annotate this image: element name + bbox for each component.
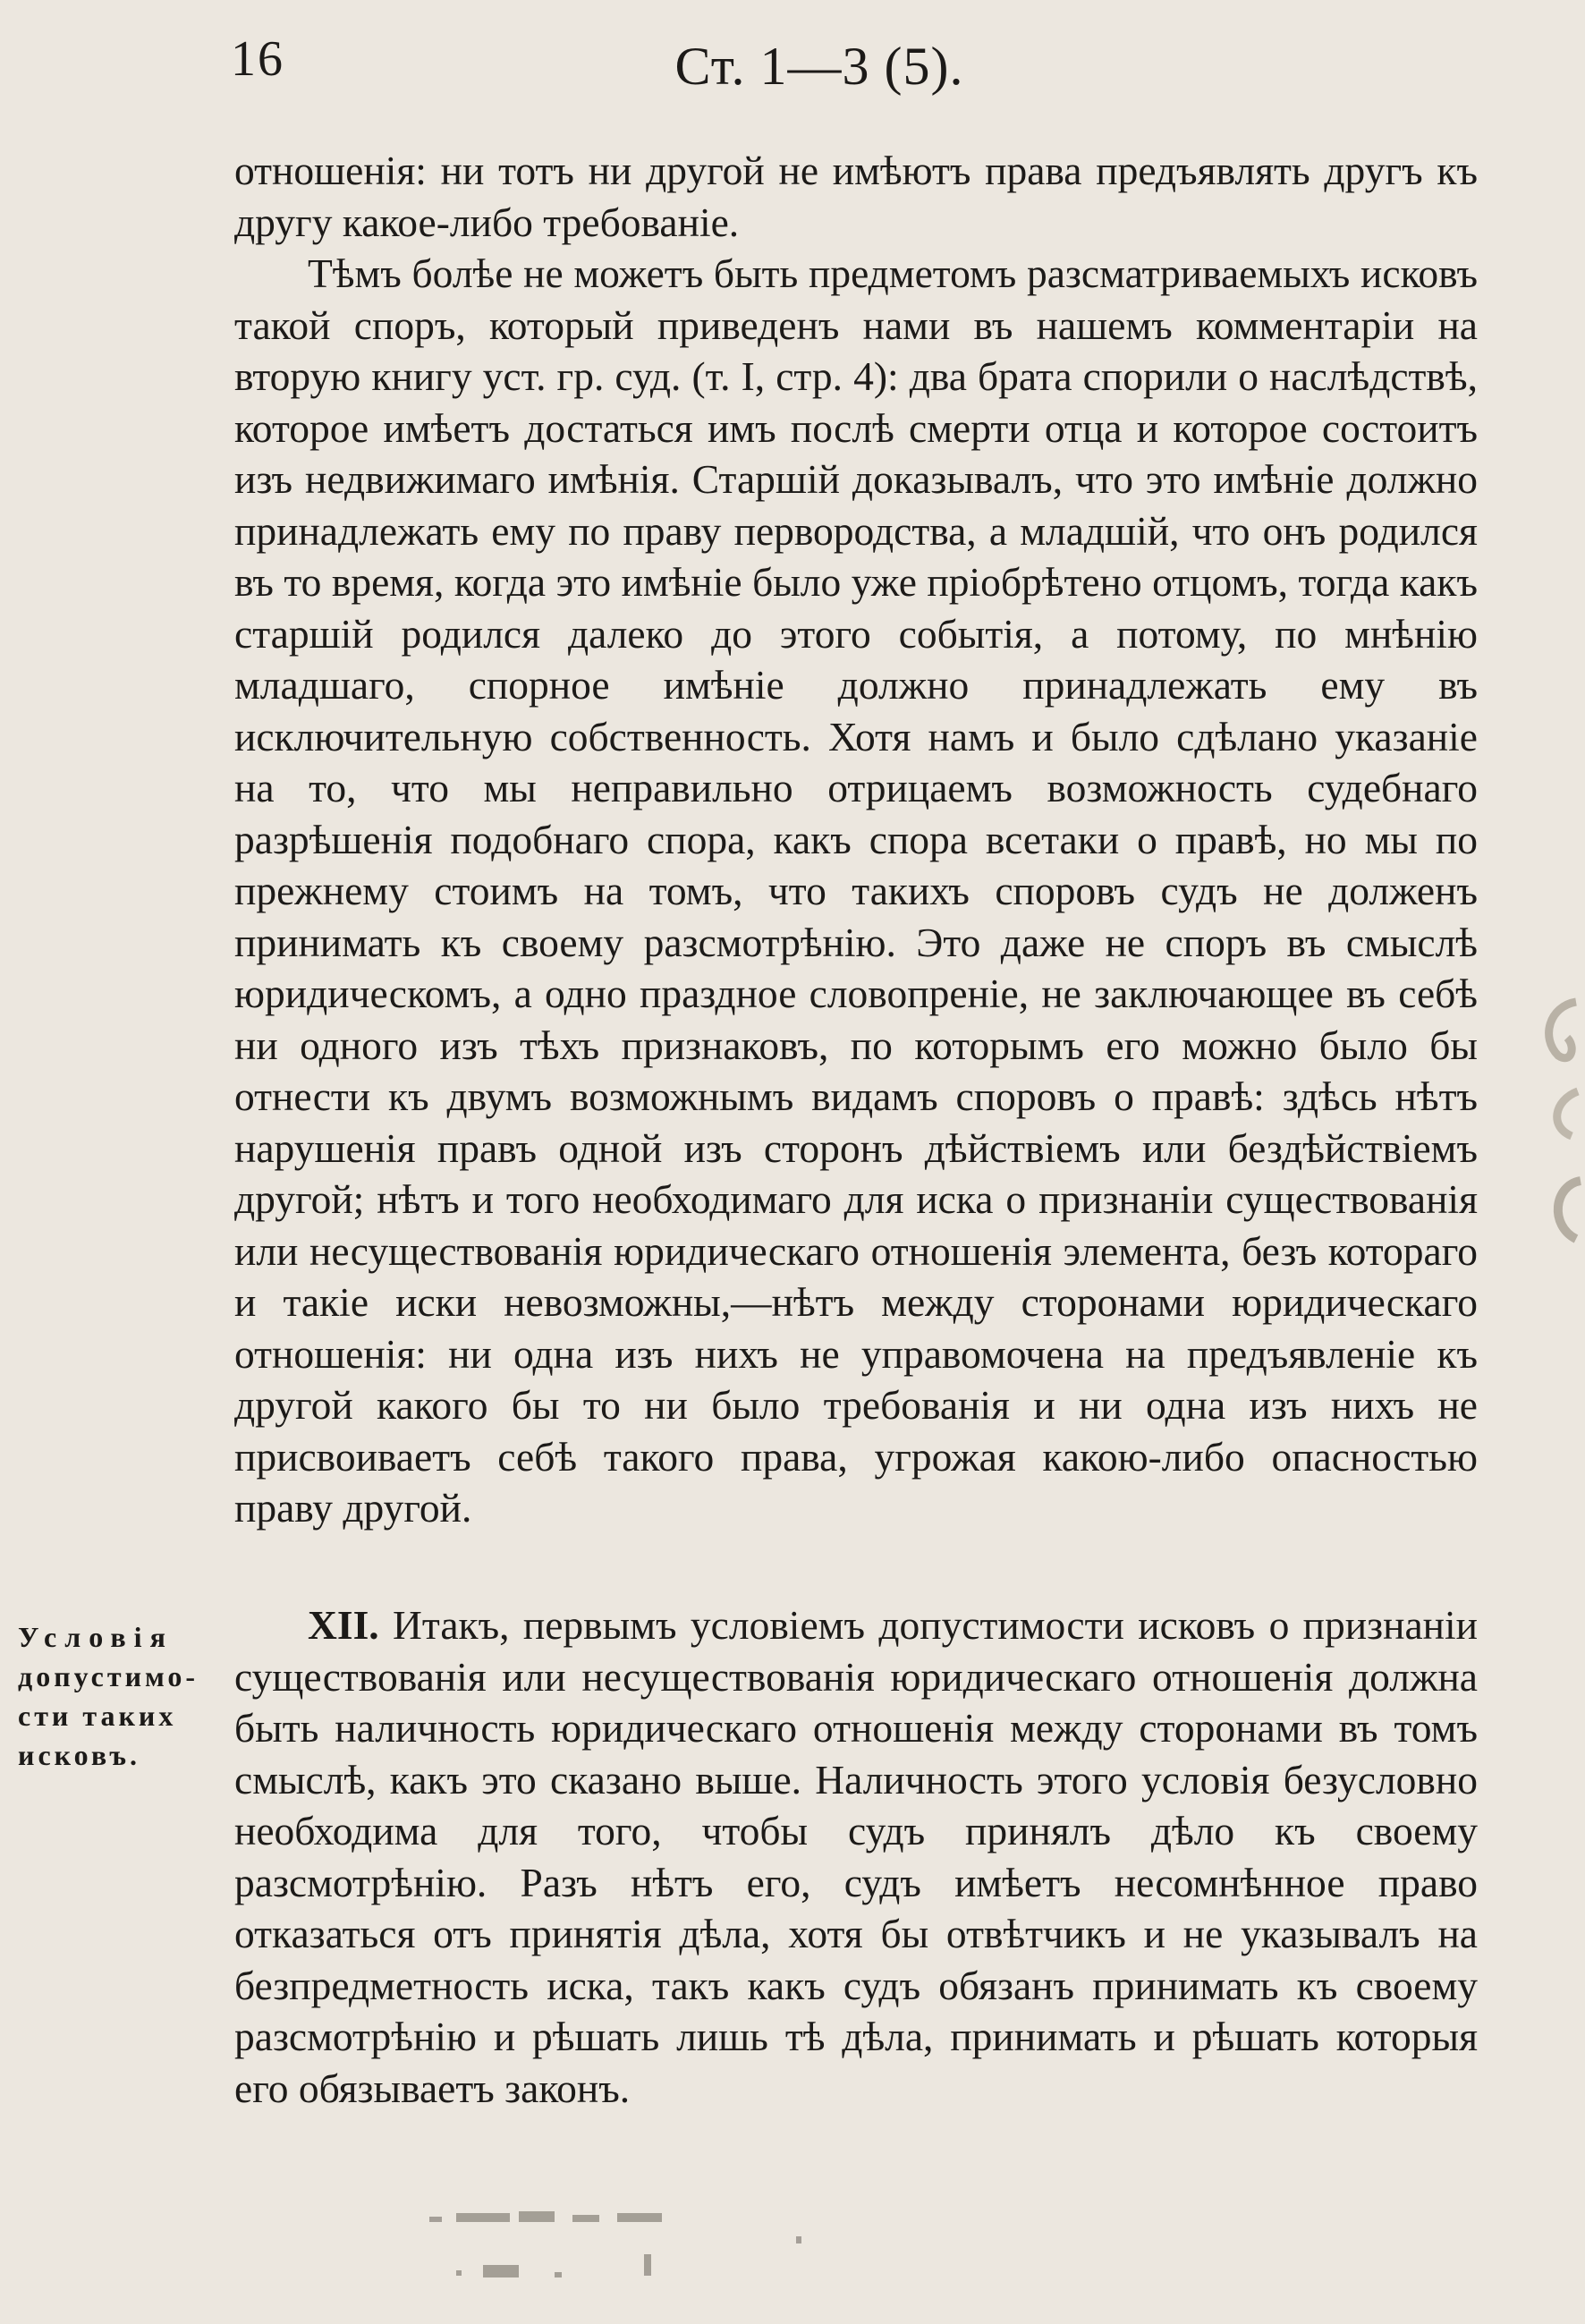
margin-note-line: исковъ.	[18, 1739, 140, 1771]
ink-bleed-mark	[1522, 984, 1585, 1252]
margin-note-line: Условія	[18, 1621, 174, 1653]
faded-stamp-smudge	[420, 2201, 814, 2299]
section-text: Итакъ, первымъ условіемъ допустимости исковъ о признаніи существованія или несуществованія юридическаго отношенія должна быть наличность юридическаго отношенія между сторонами въ томъ смыслѣ, какъ это сказано выше. Наличность этого условія безусловно необходима для того, чтобы судъ принялъ дѣло къ своему разсмотрѣнію. Разъ нѣтъ его, судъ имѣетъ несомнѣнное право отказаться отъ принятія дѣла, хотя бы отвѣтчикъ и не указывалъ на безпредметность иска, такъ какъ судъ обязанъ принимать къ своему разсмотрѣнію и рѣшать лишь тѣ дѣла, принимать и рѣшать которыя его обязываетъ законъ.	[234, 1602, 1478, 2111]
margin-note-line: сти таких	[18, 1700, 177, 1732]
paragraph-dispute-example: Тѣмъ болѣе не можетъ быть предметомъ разсматриваемыхъ исковъ такой споръ, который приведенъ нами въ нашемъ комментаріи на вторую книгу уст. гр. суд. (т. I, стр. 4): два брата спорили о наслѣдствѣ, которое имѣетъ достаться имъ послѣ смерти отца и которое состоитъ изъ недвижимаго имѣнія. Старшій доказывалъ, что это имѣніе должно принадлежать ему по праву первородства, а младшій, что онъ родился въ то время, когда это имѣніе было уже пріобрѣтено отцомъ, тогда какъ старшій родился далеко до этого событія, а потому, по мнѣнію младшаго, спорное имѣніе должно принадлежать ему въ исключительную собственность. Хотя намъ и было сдѣлано указаніе на то, что мы неправильно отрицаемъ возможность судебнаго разрѣшенія подобнаго спора, какъ спора всетаки о правѣ, но мы по прежнему стоимъ на томъ, что такихъ споровъ судъ не долженъ принимать къ своему разсмотрѣнію. Это даже не споръ въ смыслѣ юридическомъ, а одно праздное словопреніе, не заключающее въ себѣ ни одного изъ тѣхъ признаковъ, по которымъ его можно было бы отнести къ двумъ возможнымъ видамъ споровъ о правѣ: здѣсь нѣтъ нарушенія правъ одной изъ сторонъ дѣйствіемъ или бездѣйствіемъ другой; нѣтъ и того необходимаго для иска о признаніи существованія или несуществованія юридическаго отношенія элемента, безъ котораго и такіе иски невозможны,—нѣтъ между сторонами юридическаго отношенія: ни одна изъ нихъ не управомочена на предъявленіе къ другой какого бы то ни было требованія и ни одна изъ нихъ не присвоиваетъ себѣ такого права, угрожая какою-либо опасностью праву другой.	[234, 250, 1478, 1531]
text-block-section-xii	[234, 1599, 1478, 2114]
margin-note	[18, 1617, 225, 1775]
margin-note-line: допустимо-	[18, 1660, 199, 1692]
text-block-upper	[234, 145, 1478, 1534]
paragraph-section-xii	[234, 1599, 1478, 2114]
running-title: Ст. 1—3 (5).	[674, 37, 964, 96]
section-numeral: XII.	[308, 1602, 379, 1648]
page-number: 16	[231, 31, 284, 87]
paragraph-continuation: отношенія: ни тотъ ни другой не имѣютъ права предъявлять другъ къ другу какое-либо требованіе.	[234, 148, 1478, 245]
